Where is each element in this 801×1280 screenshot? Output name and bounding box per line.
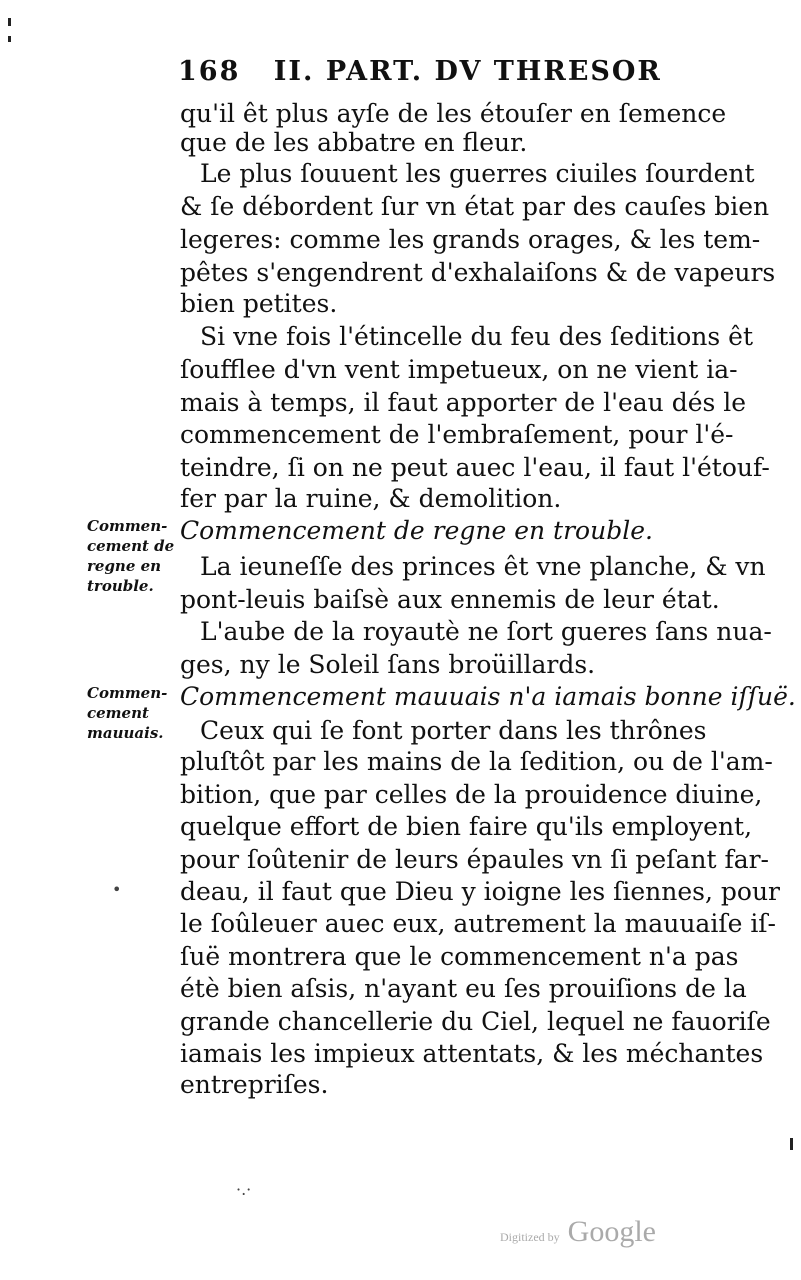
section-heading: Commencement de regne en trouble. [180,516,653,545]
ink-speck: ·.· [236,1180,252,1199]
margin-note-line: Commen- [87,517,168,535]
margin-note-line: mauuais. [87,724,164,742]
text-line: deau, il faut que Dieu y ioigne les ſiennes, pour [180,877,781,906]
text-line: pluſtôt par les mains de la ſedition, ou de l'am- [180,747,773,776]
text-line: Ceux qui ſe font porter dans les thrônes [200,716,707,745]
text-line: & ſe débordent ſur vn état par des cauſes bien [180,192,770,221]
section-heading: Commencement mauuais n'a iamais bonne iſſuë. [180,682,796,711]
text-line: bition, que par celles de la prouidence diuine, [180,780,763,809]
watermark-logo: Google [567,1215,656,1248]
margin-note [87,683,175,743]
text-line: La ieuneſſe des princes êt vne planche, & vn [200,552,766,581]
text-line: L'aube de la royautè ne ſort gueres ſans nua- [200,617,772,646]
text-line: Si vne fois l'étincelle du feu des ſeditions êt [200,322,754,351]
text-line: teindre, ſi on ne peut auec l'eau, il faut l'étouf- [180,453,770,482]
text-line: qu'il êt plus ayſe de les étouſer en ſemence [180,99,727,128]
margin-note-line: cement de [87,537,175,555]
margin-note-line: Commen- [87,684,168,702]
text-line: legeres: comme les grands orages, & les tem- [180,225,761,254]
text-line: ſuë montrera que le commencement n'a pas [180,942,739,971]
margin-note-line: cement [87,704,149,722]
scan-artifact [8,18,11,26]
page-number: 168 [178,56,241,87]
text-line: ges, ny le Soleil ſans broüillards. [180,650,596,679]
running-title: II. PART. DV THRESOR [273,56,662,87]
text-line: bien petites. [180,289,338,318]
text-line: étè bien aſsis, n'ayant eu ſes prouiſions de la [180,974,747,1003]
text-line: commencement de l'embraſement, pour l'é- [180,420,734,449]
scan-artifact [8,36,11,42]
text-line: quelque effort de bien faire qu'ils employent, [180,812,753,841]
watermark-prefix: Digitized by [500,1230,560,1244]
text-line: pont-leuis baiſsè aux ennemis de leur état. [180,585,720,614]
digitization-watermark [500,1215,656,1249]
text-line: entrepriſes. [180,1070,329,1099]
text-line: mais à temps, il faut apporter de l'eau dés le [180,388,747,417]
margin-note-line: trouble. [87,577,154,595]
ink-speck: • [112,880,122,899]
scan-artifact [790,1138,793,1150]
text-line: ſoufflee d'vn vent impetueux, on ne vient ia- [180,355,738,384]
text-line: pêtes s'engendrent d'exhalaiſons & de vapeurs [180,258,776,287]
running-header [178,56,662,87]
text-line: que de les abbatre en fleur. [180,128,528,157]
text-line: Le plus ſouuent les guerres ciuiles ſourdent [200,159,755,188]
margin-note-line: regne en [87,557,162,575]
text-line: le ſoûleuer auec eux, autrement la mauuaiſe iſ- [180,909,777,938]
text-line: pour ſoûtenir de leurs épaules vn ſi peſant far- [180,845,770,874]
text-line: iamais les impieux attentats, & les méchantes [180,1039,764,1068]
text-line: fer par la ruine, & demolition. [180,484,562,513]
text-line: grande chancellerie du Ciel, lequel ne fauoriſe [180,1007,771,1036]
margin-note [87,516,175,596]
